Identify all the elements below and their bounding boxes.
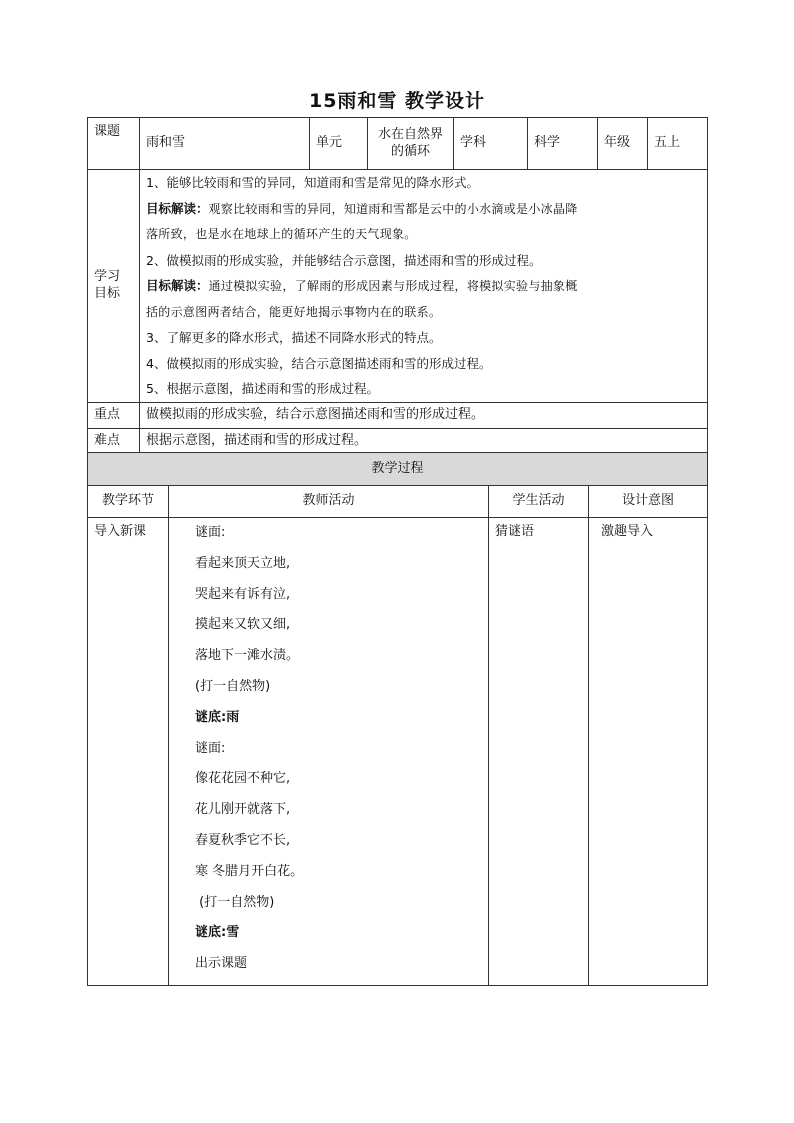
process-header-row bbox=[88, 453, 708, 486]
key-point-row bbox=[88, 402, 708, 428]
document-title: 15雨和雪 教学设计 bbox=[308, 90, 486, 112]
difficulty-row bbox=[88, 428, 708, 454]
unit-value bbox=[368, 118, 454, 170]
riddle-line: 谜面: bbox=[195, 740, 226, 756]
subject-value: 科学 bbox=[528, 118, 598, 170]
interpretation-lead: 目标解读： bbox=[146, 200, 209, 216]
riddle-line: 哭起来有诉有泣, bbox=[195, 586, 291, 602]
difficulty-text: 根据示意图，描述雨和雪的形成过程。 bbox=[140, 428, 708, 454]
goals-label bbox=[88, 170, 140, 403]
col-teacher-header: 教师活动 bbox=[169, 486, 489, 518]
topic-label: 课题 bbox=[88, 118, 140, 170]
goal-2-interpretation-line2: 括的示意图两者结合，能更好地揭示事物内在的联系。 bbox=[146, 304, 442, 319]
riddle-answer: 谜底:雨 bbox=[195, 709, 240, 725]
goals-row bbox=[88, 170, 708, 403]
riddle-line: 花儿刚开就落下, bbox=[195, 802, 291, 818]
key-point-label: 重点 bbox=[88, 402, 140, 428]
goal-2-interpretation-line1 bbox=[146, 273, 701, 300]
teaching-process-table bbox=[87, 452, 708, 986]
unit-label: 单元 bbox=[310, 118, 368, 170]
process-columns-row bbox=[88, 486, 708, 518]
info-row bbox=[88, 118, 708, 170]
interpretation-lead: 目标解读： bbox=[146, 278, 209, 293]
riddle-line: 谜面: bbox=[195, 525, 226, 540]
riddle-line: 落地下一滩水渍。 bbox=[195, 648, 300, 664]
goal-1-interpretation-line2: 落所致，也是水在地球上的循环产生的天气现象。 bbox=[146, 227, 417, 241]
unit-value-line2: 的循环 bbox=[390, 143, 430, 159]
goals-label-line1: 学习 bbox=[94, 268, 121, 284]
student-activity-cell: 猜谜语 bbox=[489, 518, 589, 986]
riddle-line: 出示课题 bbox=[195, 956, 248, 972]
riddle-line: 摸起来又软又细, bbox=[195, 617, 291, 633]
goal-3: 3、了解更多的降水形式，描述不同降水形式的特点。 bbox=[146, 330, 442, 345]
key-point-text: 做模拟雨的形成实验，结合示意图描述雨和雪的形成过程。 bbox=[140, 402, 708, 428]
difficulty-label: 难点 bbox=[88, 428, 140, 454]
stage-cell: 导入新课 bbox=[88, 518, 169, 986]
riddle-line: (打一自然物) bbox=[195, 894, 275, 910]
goal-2: 2、做模拟雨的形成实验，并能够结合示意图，描述雨和雪的形成过程。 bbox=[146, 252, 542, 268]
riddle-line: 看起来顶天立地, bbox=[195, 555, 291, 571]
goal-4: 4、做模拟雨的形成实验，结合示意图描述雨和雪的形成过程。 bbox=[146, 355, 492, 371]
goal-1-interpretation-line1 bbox=[146, 196, 701, 223]
riddle-line: 春夏秋季它不长, bbox=[195, 832, 291, 848]
design-intent-cell: 激趣导入 bbox=[589, 518, 708, 986]
goals-content bbox=[140, 170, 708, 403]
goal-1: 1、能够比较雨和雪的异同，知道雨和雪是常见的降水形式。 bbox=[146, 175, 479, 190]
riddle-line: 寒 冬腊月开白花。 bbox=[195, 863, 304, 879]
riddle-line: 像花花园不种它, bbox=[195, 771, 291, 787]
unit-value-line1: 水在自然界 bbox=[377, 126, 443, 142]
col-intent-header: 设计意图 bbox=[589, 486, 708, 518]
process-header: 教学过程 bbox=[88, 453, 708, 486]
riddle-answer: 谜底:雪 bbox=[195, 925, 240, 941]
goal-5: 5、根据示意图，描述雨和雪的形成过程。 bbox=[146, 381, 379, 396]
col-student-header: 学生活动 bbox=[489, 486, 589, 518]
interpretation-text: 观察比较雨和雪的异同，知道雨和雪都是云中的小水滴或是小冰晶降 bbox=[208, 201, 578, 216]
grade-label: 年级 bbox=[598, 118, 648, 170]
subject-label: 学科 bbox=[454, 118, 528, 170]
interpretation-text: 通过模拟实验，了解雨的形成因素与形成过程，将模拟实验与抽象概 bbox=[208, 279, 578, 293]
goals-label-line2: 目标 bbox=[94, 285, 121, 301]
lesson-info-table bbox=[87, 117, 708, 455]
col-stage-header: 教学环节 bbox=[88, 486, 169, 518]
teacher-activity-cell bbox=[169, 518, 489, 986]
grade-value: 五上 bbox=[648, 118, 708, 170]
process-row-intro bbox=[88, 518, 708, 986]
riddle-line: (打一自然物) bbox=[195, 678, 271, 694]
topic-value: 雨和雪 bbox=[140, 118, 310, 170]
